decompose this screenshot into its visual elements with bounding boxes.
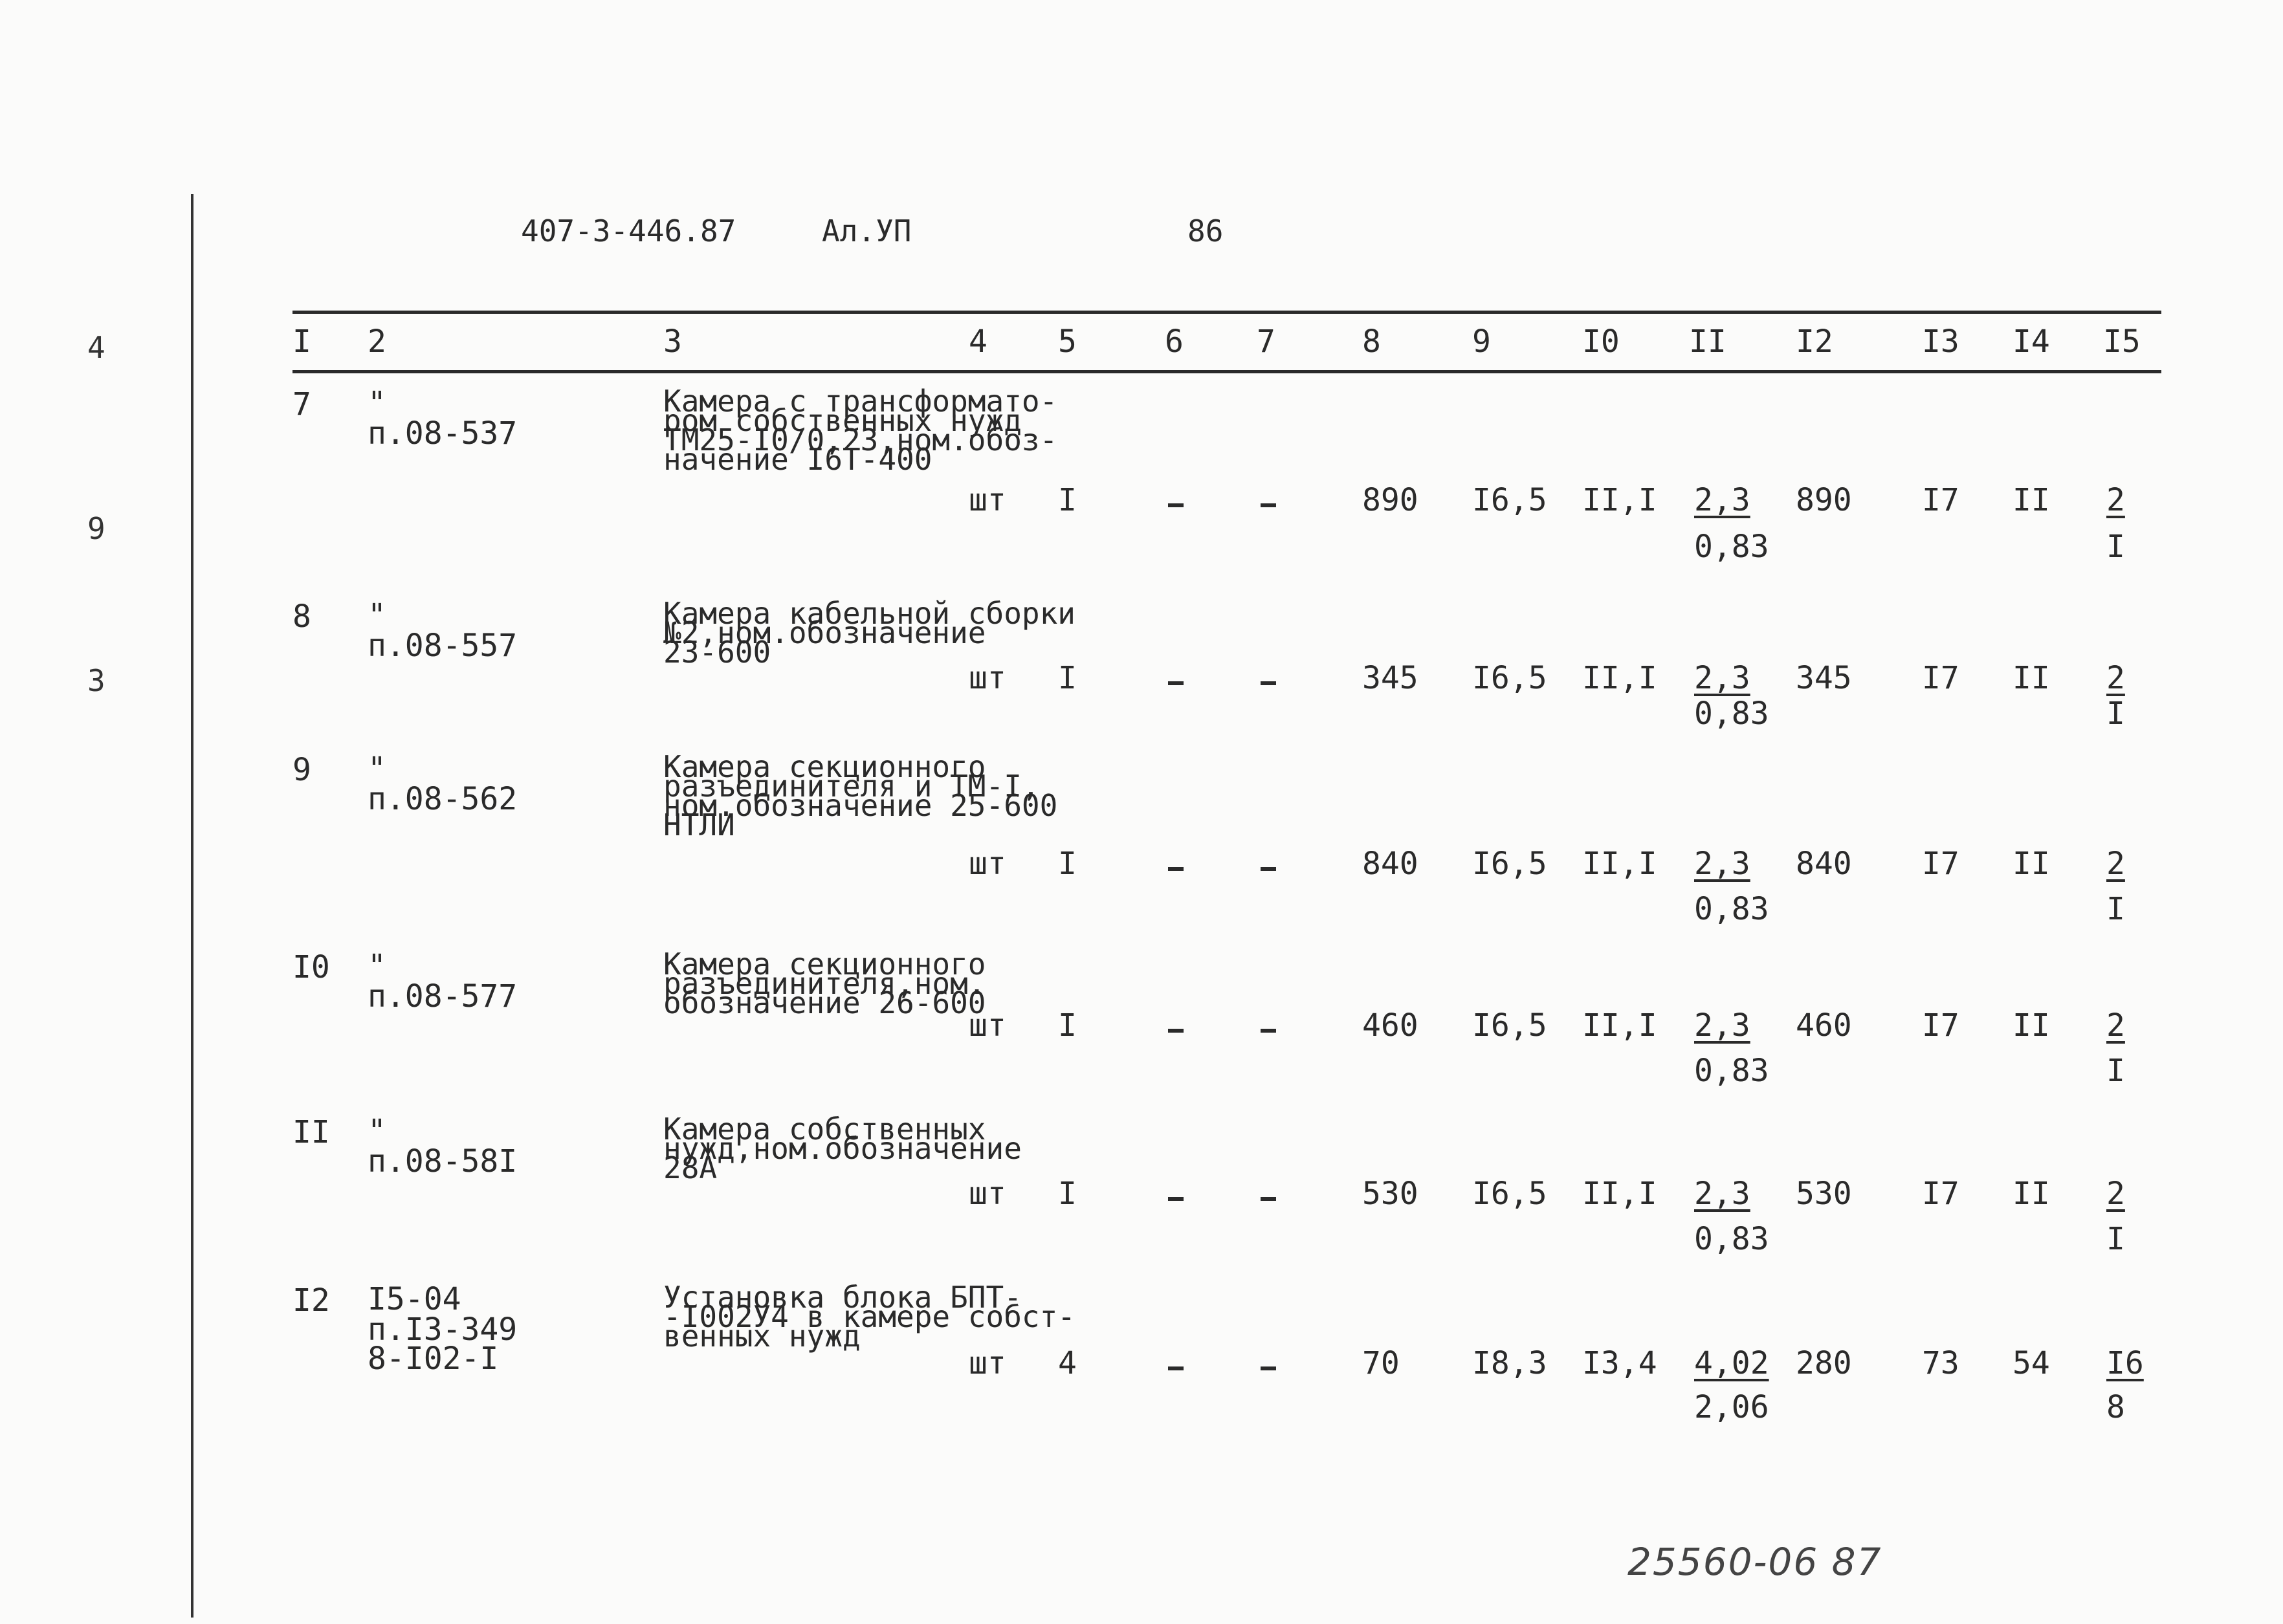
value-cell: 460	[1796, 1007, 1852, 1044]
value-cell: I7	[1922, 846, 1959, 882]
quantity-cell: I	[1058, 1007, 1077, 1044]
unit-cell: шт	[969, 482, 1006, 518]
value-cell: I7	[1922, 1007, 1959, 1044]
row-description: Установка блока БПТ- -I002У4 в камере собст- венных нужд	[663, 1280, 1075, 1354]
column-number: I2	[1796, 324, 1833, 360]
row-reference: "	[368, 385, 386, 421]
binder-line	[191, 194, 193, 1618]
column-number: I4	[2013, 324, 2050, 360]
fraction-denominator: 0,83	[1694, 1053, 1769, 1089]
unit-cell: шт	[969, 1007, 1006, 1044]
value-cell: I7	[1922, 660, 1959, 696]
row-reference: "	[368, 751, 386, 787]
row-reference: "	[368, 597, 386, 633]
document-code: 407-3-446.87	[521, 214, 736, 248]
value-cell: II,I	[1582, 846, 1657, 882]
value-cell: II	[2013, 482, 2050, 518]
row-description: Камера кабельной сборки №2,ном.обозначение 23-600	[663, 596, 1075, 670]
value-cell: 70	[1362, 1345, 1400, 1381]
margin-mark: 3	[87, 663, 105, 698]
dash-cell	[1257, 1009, 1275, 1042]
row-number: I2	[292, 1282, 330, 1319]
row-reference: п.I3-349	[368, 1311, 518, 1348]
value-cell: I6,5	[1472, 1007, 1547, 1044]
dash-mark	[1168, 1029, 1184, 1033]
dash-cell	[1257, 848, 1275, 880]
dash-mark	[1261, 1366, 1276, 1370]
dash-mark	[1168, 681, 1184, 685]
dash-mark	[1261, 503, 1276, 507]
column-number: I0	[1582, 324, 1620, 360]
row-number: 9	[292, 752, 311, 788]
dash-cell	[1165, 484, 1184, 516]
row-description: Камера секционного разъединителя,ном. обозначение 26-600	[663, 947, 986, 1020]
value-cell: II	[2013, 1176, 2050, 1212]
dash-cell	[1257, 1347, 1275, 1379]
dash-mark	[1261, 1197, 1276, 1201]
dash-mark	[1168, 1197, 1184, 1201]
unit-cell: шт	[969, 1176, 1006, 1212]
column-number: 2	[368, 324, 386, 360]
value-cell: II	[2013, 1007, 2050, 1044]
value-cell: I7	[1922, 482, 1959, 518]
dash-mark	[1168, 503, 1184, 507]
margin-mark: 4	[87, 330, 105, 365]
fraction-denominator: I	[2106, 1053, 2125, 1089]
quantity-cell: I	[1058, 846, 1077, 882]
column-number: 9	[1472, 324, 1491, 360]
value-cell: I3,4	[1582, 1345, 1657, 1381]
dash-mark	[1261, 681, 1276, 685]
unit-cell: шт	[969, 660, 1006, 696]
row-reference: п.08-577	[368, 978, 518, 1015]
value-cell: 345	[1796, 660, 1852, 696]
value-cell: I6,5	[1472, 846, 1547, 882]
value-cell: 54	[2013, 1345, 2050, 1381]
value-cell: I8,3	[1472, 1345, 1547, 1381]
fraction-denominator: I	[2106, 1221, 2125, 1257]
value-cell: 280	[1796, 1345, 1852, 1381]
value-cell: II	[2013, 660, 2050, 696]
row-number: 8	[292, 598, 311, 635]
value-cell: 890	[1362, 482, 1418, 518]
dash-cell	[1165, 848, 1184, 880]
dash-mark	[1261, 1029, 1276, 1033]
value-cell: 890	[1796, 482, 1852, 518]
value-cell: I6,5	[1472, 482, 1547, 518]
column-number: I	[292, 324, 311, 360]
value-cell: 73	[1922, 1345, 1959, 1381]
row-reference: 8-I02-I	[368, 1341, 499, 1377]
page-number: 86	[1187, 214, 1224, 248]
fraction-denominator: I	[2106, 891, 2125, 927]
fraction-numerator: 2	[2106, 1007, 2125, 1044]
value-cell: I7	[1922, 1176, 1959, 1212]
row-number: I0	[292, 949, 330, 985]
value-cell: II,I	[1582, 660, 1657, 696]
column-number: I3	[1922, 324, 1959, 360]
unit-cell: шт	[969, 1345, 1006, 1381]
row-reference: п.08-562	[368, 781, 518, 817]
table-top-rule	[292, 311, 2161, 314]
fraction-denominator: 0,83	[1694, 696, 1769, 732]
value-cell: 840	[1796, 846, 1852, 882]
value-cell: II,I	[1582, 1176, 1657, 1212]
row-reference: "	[368, 1113, 386, 1149]
fraction-numerator: 2,3	[1694, 482, 1750, 518]
row-number: II	[292, 1114, 330, 1150]
fraction-numerator: I6	[2106, 1345, 2144, 1381]
column-number: I5	[2103, 324, 2141, 360]
fraction-denominator: 8	[2106, 1389, 2125, 1425]
value-cell: I6,5	[1472, 660, 1547, 696]
column-number: 5	[1058, 324, 1077, 360]
dash-cell	[1165, 1009, 1184, 1042]
fraction-numerator: 2	[2106, 1176, 2125, 1212]
fraction-numerator: 2	[2106, 660, 2125, 696]
quantity-cell: 4	[1058, 1345, 1077, 1381]
unit-cell: шт	[969, 846, 1006, 882]
column-number: 8	[1362, 324, 1381, 360]
fraction-denominator: 0,83	[1694, 529, 1769, 565]
column-number: 7	[1257, 324, 1275, 360]
fraction-denominator: I	[2106, 696, 2125, 732]
value-cell: II,I	[1582, 1007, 1657, 1044]
dash-cell	[1257, 1178, 1275, 1210]
column-number: 3	[663, 324, 682, 360]
row-description: Камера с трансформато- ром собственных нужд ТМ25-I0/0,23,ном.обоз- начение I6Т-400	[663, 384, 1058, 477]
row-description: Камера секционного разъединителя и ТМ-I, ном.обозначение 25-600 НТЛИ	[663, 749, 1058, 842]
dash-cell	[1165, 662, 1184, 694]
fraction-denominator: 2,06	[1694, 1389, 1769, 1425]
dash-cell	[1257, 484, 1275, 516]
margin-mark: 9	[87, 511, 105, 546]
row-description: Камера собственных нужд,ном.обозначение 28А	[663, 1112, 1022, 1185]
fraction-numerator: 2,3	[1694, 1007, 1750, 1044]
fraction-numerator: 2	[2106, 846, 2125, 882]
row-reference: п.08-537	[368, 415, 518, 452]
column-number: 6	[1165, 324, 1184, 360]
fraction-denominator: I	[2106, 529, 2125, 565]
fraction-numerator: 2,3	[1694, 1176, 1750, 1212]
value-cell: 530	[1362, 1176, 1418, 1212]
value-cell: I6,5	[1472, 1176, 1547, 1212]
table-header-rule	[292, 370, 2161, 373]
column-number: 4	[969, 324, 987, 360]
album-label: Ал.УП	[822, 214, 912, 248]
row-reference: I5-04	[368, 1281, 461, 1317]
quantity-cell: I	[1058, 660, 1077, 696]
value-cell: 345	[1362, 660, 1418, 696]
row-reference: "	[368, 948, 386, 984]
value-cell: 840	[1362, 846, 1418, 882]
row-reference: п.08-557	[368, 628, 518, 664]
dash-mark	[1168, 1366, 1184, 1370]
value-cell: II,I	[1582, 482, 1657, 518]
value-cell: 460	[1362, 1007, 1418, 1044]
quantity-cell: I	[1058, 1176, 1077, 1212]
row-reference: п.08-58I	[368, 1143, 518, 1180]
dash-cell	[1257, 662, 1275, 694]
handwritten-note: 25560-06 87	[1627, 1540, 1882, 1584]
dash-mark	[1261, 867, 1276, 871]
dash-cell	[1165, 1178, 1184, 1210]
quantity-cell: I	[1058, 482, 1077, 518]
value-cell: 530	[1796, 1176, 1852, 1212]
fraction-numerator: 2,3	[1694, 846, 1750, 882]
column-number: II	[1689, 324, 1726, 360]
row-number: 7	[292, 386, 311, 422]
fraction-numerator: 2,3	[1694, 660, 1750, 696]
fraction-numerator: 2	[2106, 482, 2125, 518]
dash-cell	[1165, 1347, 1184, 1379]
fraction-denominator: 0,83	[1694, 891, 1769, 927]
value-cell: II	[2013, 846, 2050, 882]
fraction-denominator: 0,83	[1694, 1221, 1769, 1257]
dash-mark	[1168, 867, 1184, 871]
fraction-numerator: 4,02	[1694, 1345, 1769, 1381]
